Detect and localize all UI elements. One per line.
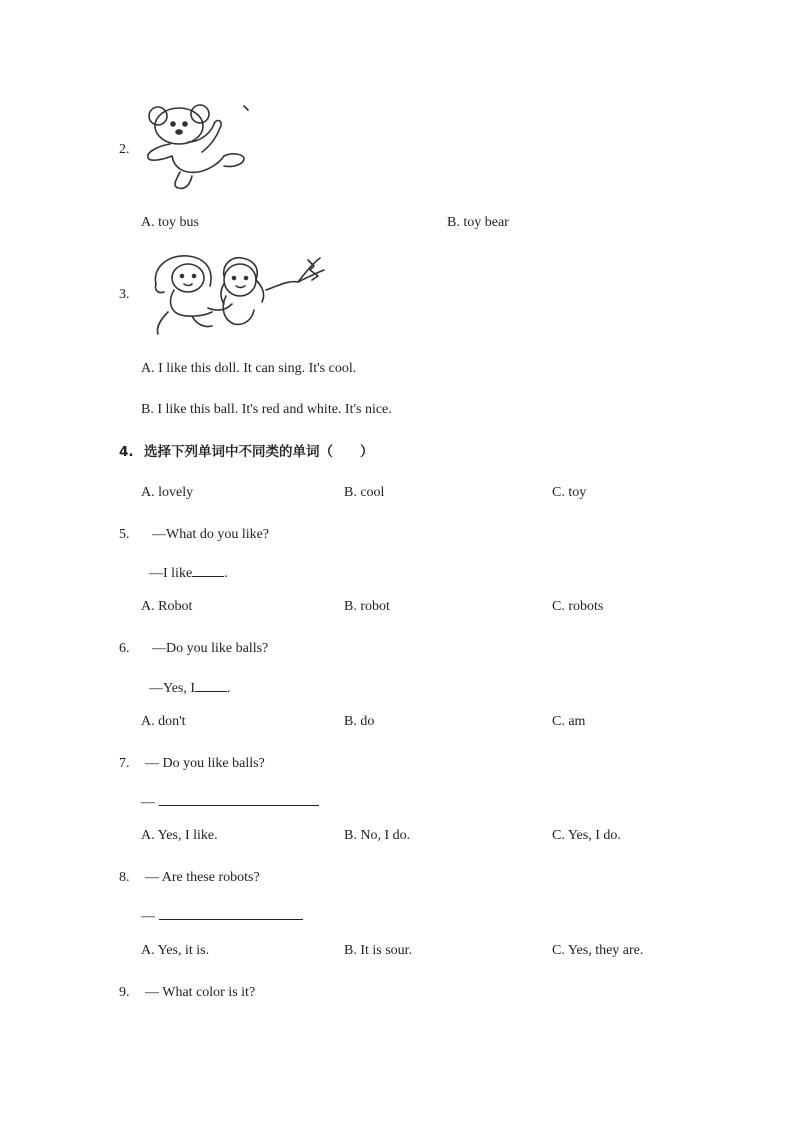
answer-blank[interactable] [159, 905, 303, 920]
question-8-line1: — Are these robots? [145, 870, 260, 885]
question-3-option-a[interactable]: A. I like this doll. It can sing. It's cool. [141, 361, 357, 376]
question-8-line2-text: — [141, 909, 155, 924]
answer-blank[interactable] [192, 562, 224, 577]
question-5-option-c[interactable]: C. robots [552, 599, 604, 614]
question-2-option-a[interactable]: A. toy bus [141, 215, 199, 230]
question-9-number: 9. [119, 985, 130, 1000]
question-6-line2-end: . [227, 681, 231, 696]
question-8-number: 8. [119, 870, 130, 885]
question-6-option-c[interactable]: C. am [552, 714, 586, 729]
question-7-line2 [141, 791, 319, 812]
question-6-line2 [149, 677, 231, 698]
question-3-number: 3. [119, 287, 130, 302]
question-5-option-b[interactable]: B. robot [344, 599, 390, 614]
question-2-option-b[interactable]: B. toy bear [447, 215, 509, 230]
question-7-option-c[interactable]: C. Yes, I do. [552, 828, 621, 843]
question-7-number: 7. [119, 756, 130, 771]
question-6-option-b[interactable]: B. do [344, 714, 375, 729]
question-7-line1: — Do you like balls? [145, 756, 265, 771]
question-5-line1: —What do you like? [152, 527, 270, 542]
question-6-number: 6. [119, 641, 130, 656]
question-5-line2-end: . [224, 566, 228, 581]
question-8-option-a[interactable]: A. Yes, it is. [141, 943, 210, 958]
answer-blank[interactable] [195, 677, 227, 692]
question-2-number: 2. [119, 142, 130, 157]
question-4-option-c[interactable]: C. toy [552, 485, 587, 500]
question-6-line1: —Do you like balls? [152, 641, 269, 656]
question-8-option-c[interactable]: C. Yes, they are. [552, 943, 644, 958]
teddy-bear-image [140, 100, 252, 194]
question-4-option-a[interactable]: A. lovely [141, 485, 194, 500]
question-7-line2-text: — [141, 795, 155, 810]
question-4-number: 4. [119, 444, 134, 460]
question-5-number: 5. [119, 527, 130, 542]
question-8-option-b[interactable]: B. It is sour. [344, 943, 413, 958]
question-6-line2-text: —Yes, I [149, 681, 196, 696]
question-5-line2-text: —I like [149, 566, 193, 581]
question-4-option-b[interactable]: B. cool [344, 485, 385, 500]
question-6-option-a[interactable]: A. don't [141, 714, 186, 729]
question-5-line2 [149, 562, 228, 583]
question-9-line1: — What color is it? [145, 985, 256, 1000]
girl-with-doll-image [148, 250, 328, 336]
question-7-option-b[interactable]: B. No, I do. [344, 828, 411, 843]
question-5-option-a[interactable]: A. Robot [141, 599, 193, 614]
question-7-option-a[interactable]: A. Yes, I like. [141, 828, 218, 843]
answer-blank[interactable] [159, 791, 319, 806]
question-8-line2 [141, 905, 303, 926]
question-3-option-b[interactable]: B. I like this ball. It's red and white. It's nice. [141, 402, 392, 417]
question-4-prompt: 选择下列单词中不同类的单词（ ） [144, 444, 374, 460]
